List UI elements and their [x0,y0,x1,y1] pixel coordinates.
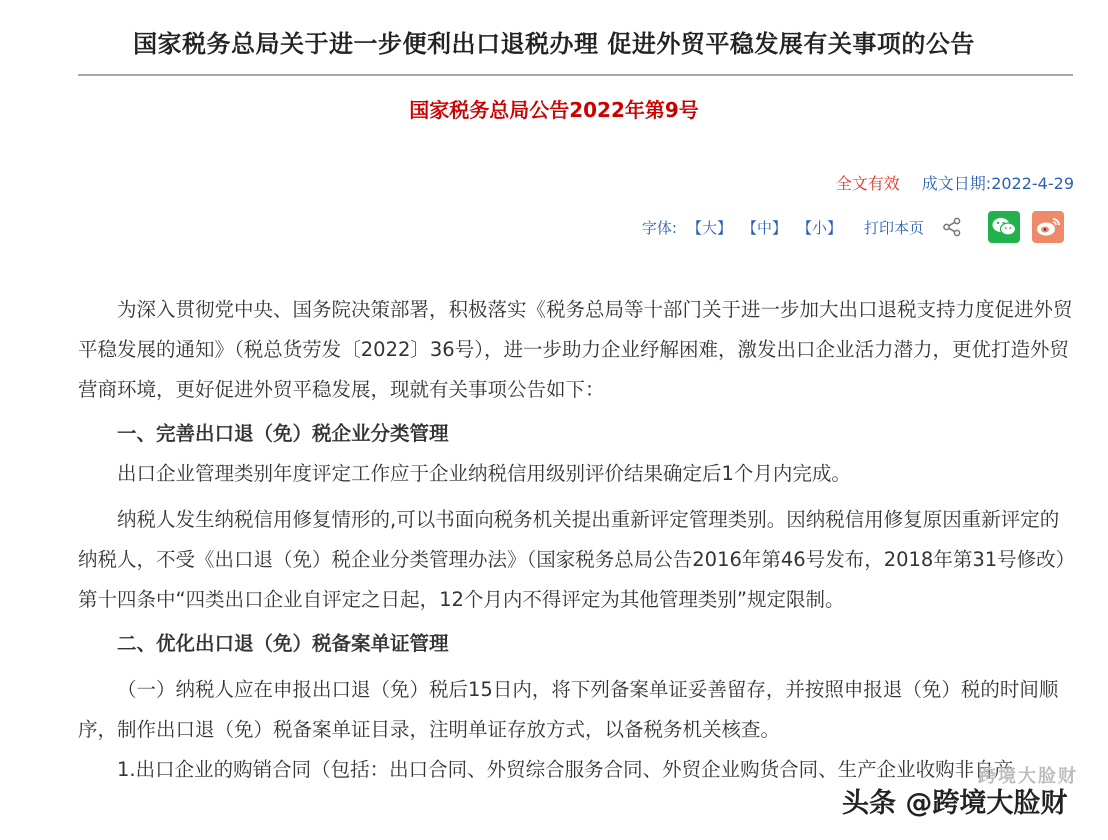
watermark [838,768,1098,832]
font-size-large-link[interactable]: 【大】 [686,218,732,237]
wechat-icon[interactable] [988,211,1020,243]
meta-row [836,171,1074,194]
print-link[interactable]: 打印本页 [863,218,924,237]
font-size-label: 字体: [641,218,677,237]
watermark-text: 头条 @跨境大脸财 [838,781,1071,820]
issue-date-label: 成文日期: [921,174,992,193]
page-tools [642,210,1064,244]
section-2-paragraph-1: （一）纳税人应在申报出口退（免）税后15日内，将下列备案单证妥善留存，并按照申报退（免）税的时间顺序，制作出口退（免）税备案单证目录，注明单证存放方式，以备税务机关核查。 [78,678,1059,741]
section-1-paragraph-2: 纳税人发生纳税信用修复情形的,可以书面向税务机关提出重新评定管理类别。因纳税信用修复原因重新评定的纳税人，不受《出口退（免）税企业分类管理办法》（国家税务总局公告2016年第46号发布，2018年第31号修改）第十四条中“四类出口企业自评定之日起，12个月内不得评定为其他管理类别”规定限制。 [78,508,1066,611]
share-icon[interactable] [942,217,962,237]
validity-status: 全文有效 [835,174,900,193]
intro-paragraph: 为深入贯彻党中央、国务院决策部署，积极落实《税务总局等十部门关于进一步加大出口退税支持力度促进外贸平稳发展的通知》（税总货劳发〔2022〕36号），进一步助力企业纾解困难，激发出口企业活力潜力，更优打造外贸营商环境，更好促进外贸平稳发展，现就有关事项公告如下： [78,298,1073,401]
section-1-heading: 一、完善出口退（免）税企业分类管理 [117,422,449,445]
watermark-ghost-text: 跨境大脸财 [978,766,1078,787]
font-size-small-link[interactable]: 【小】 [796,218,842,237]
font-size-medium-link[interactable]: 【中】 [741,218,787,237]
article-body [78,290,1074,790]
title-divider [78,74,1073,76]
section-2-heading: 二、优化出口退（免）税备案单证管理 [117,632,449,655]
issue-date-value: 2022-4-29 [991,174,1074,193]
section-2-item-1: 1.出口企业的购销合同（包括：出口合同、外贸综合服务合同、外贸企业购货合同、生产企业收购非自产 [117,758,1014,781]
document-number: 国家税务总局公告2022年第9号 [409,98,699,122]
section-1-paragraph-1: 出口企业管理类别年度评定工作应于企业纳税信用级别评价结果确定后1个月内完成。 [117,462,851,485]
weibo-icon[interactable] [1032,211,1064,243]
issue-date [922,171,1074,194]
page-title: 国家税务总局关于进一步便利出口退税办理 促进外贸平稳发展有关事项的公告 [133,30,975,58]
